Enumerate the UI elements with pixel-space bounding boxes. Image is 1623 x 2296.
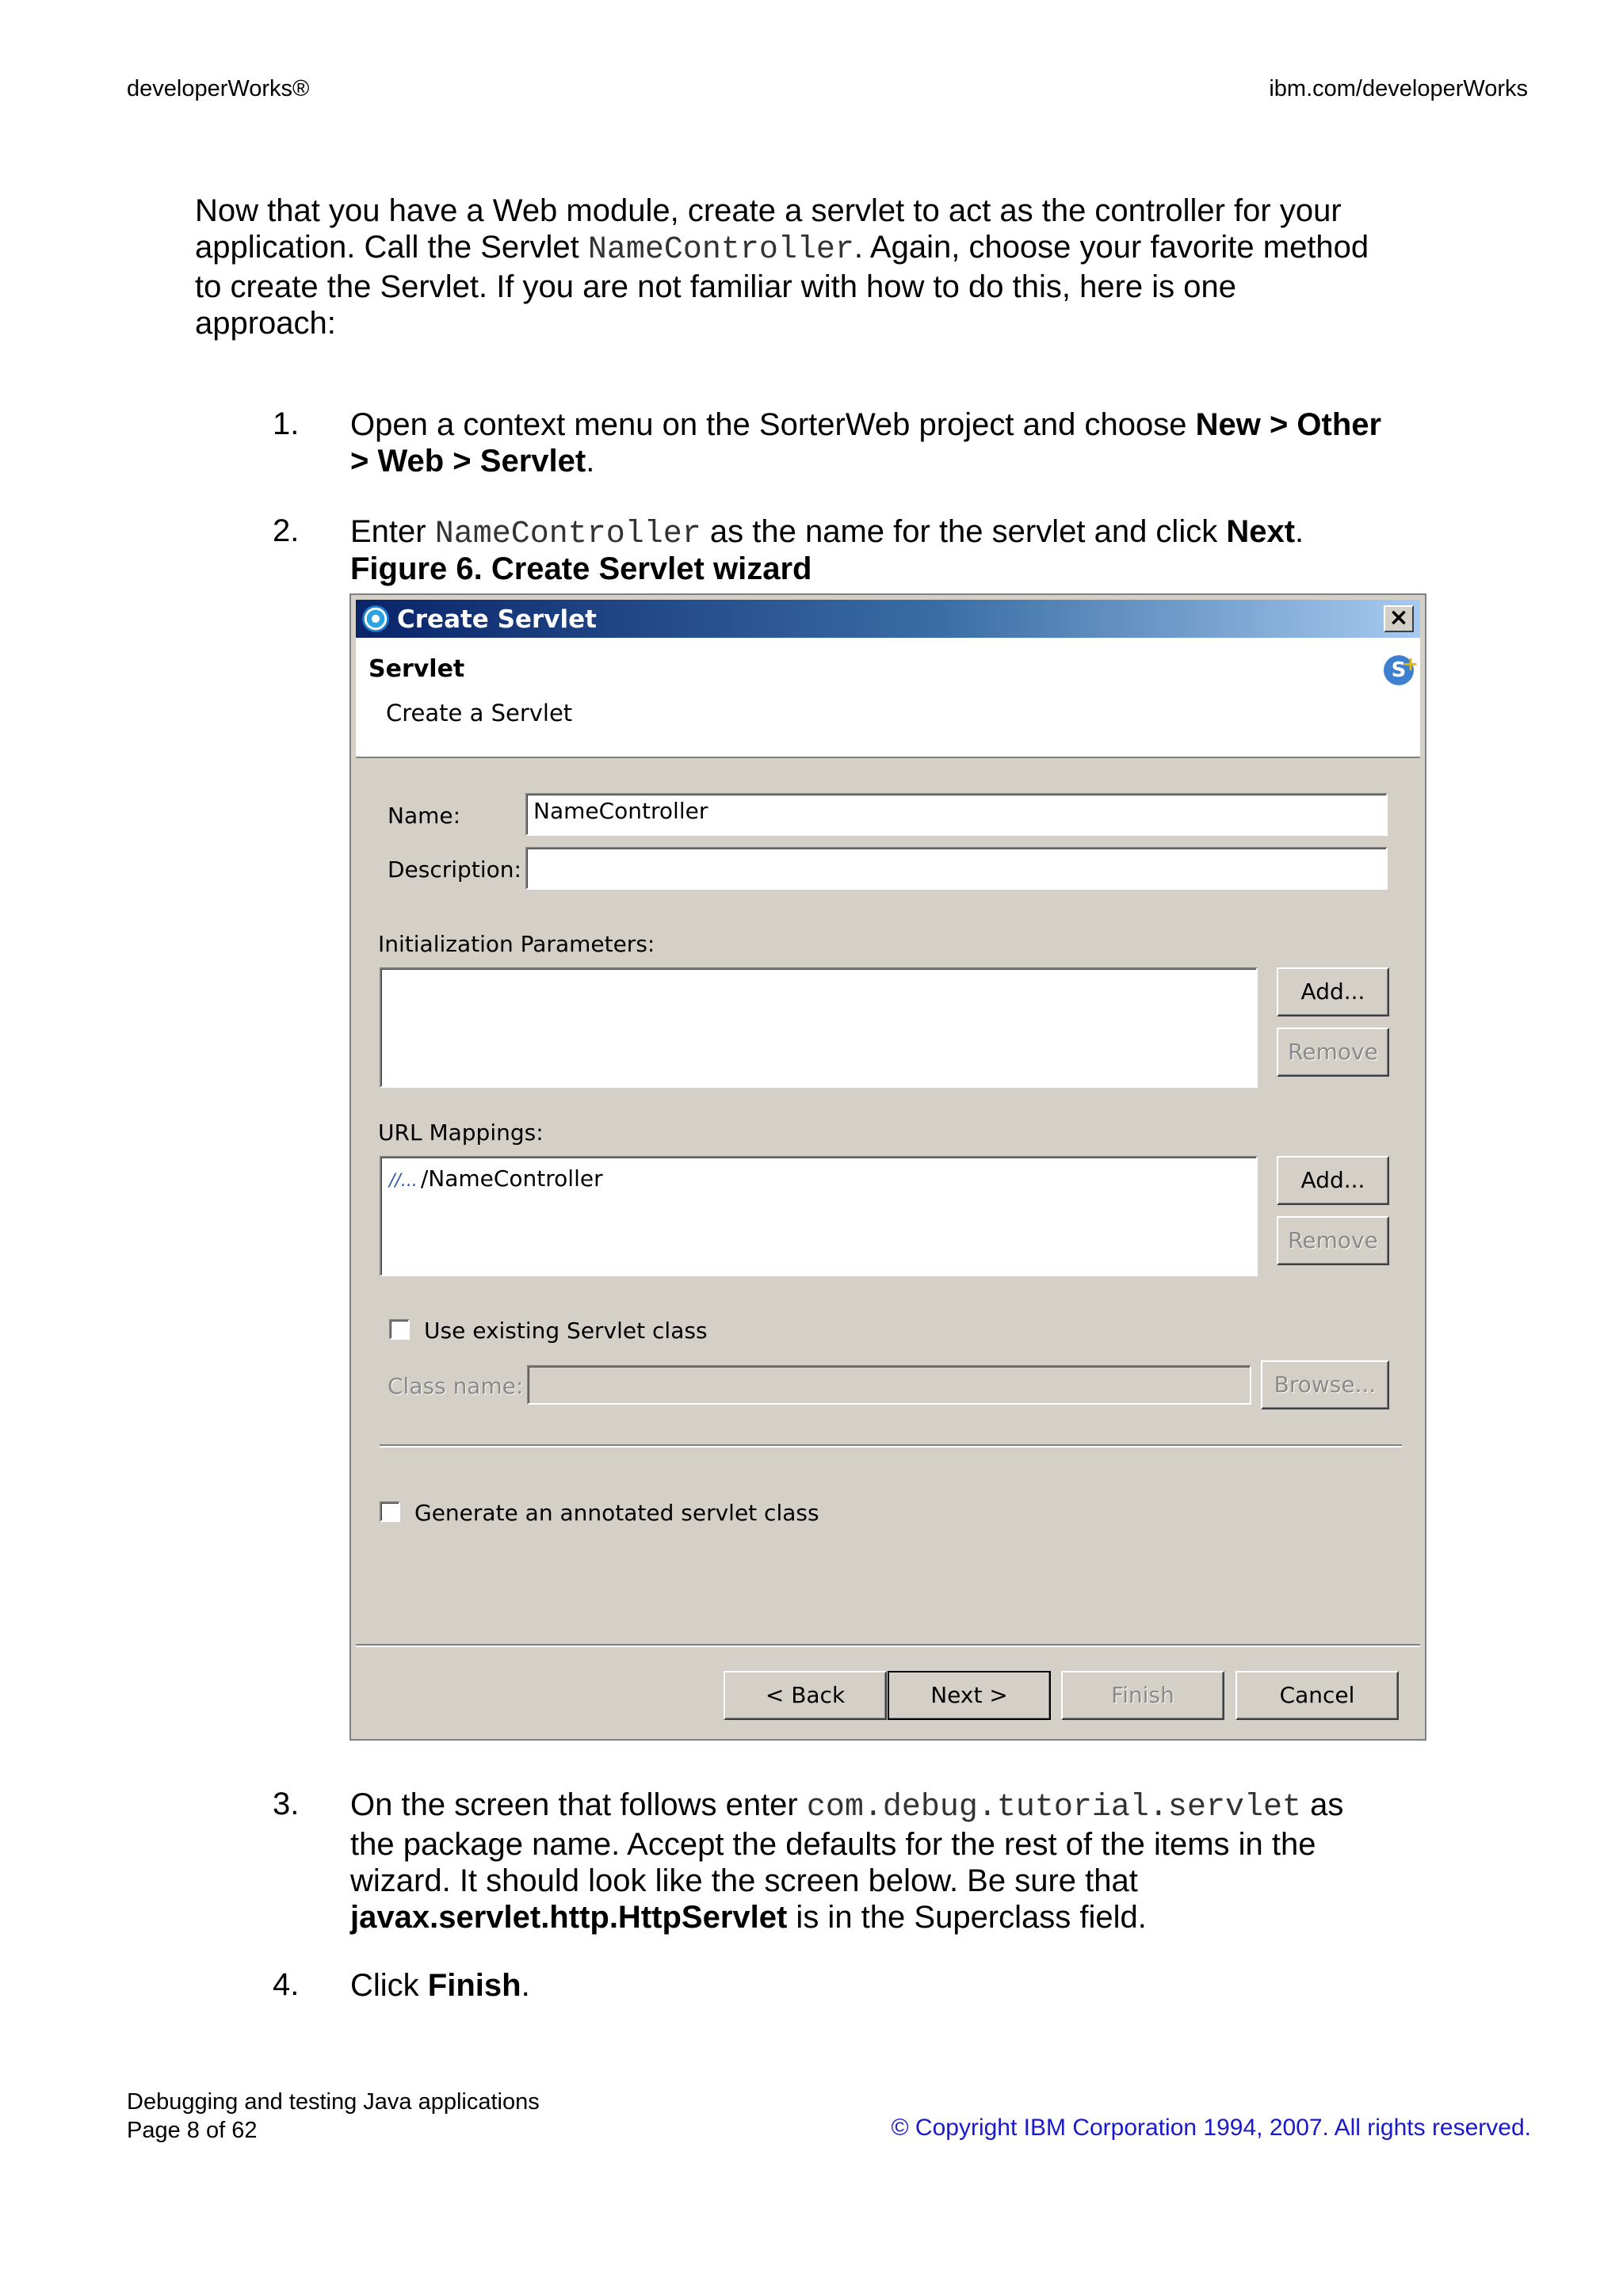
banner-title: Servlet: [369, 655, 465, 683]
step-3-bold: javax.servlet.http.HttpServlet: [350, 1900, 788, 1935]
step-2-code: NameController: [434, 517, 701, 552]
step-4-bold: Finish: [427, 1968, 521, 2003]
url-mapping-icon: //...: [389, 1171, 418, 1191]
wizard-banner: [356, 638, 1420, 758]
step-2-number: 2.: [273, 513, 300, 548]
step-1-pre: Open a context menu on the SorterWeb project and choose: [350, 407, 1196, 442]
init-params-label: Initialization Parameters:: [378, 931, 655, 957]
next-button[interactable]: Next >: [888, 1671, 1051, 1720]
figure-caption: Figure 6. Create Servlet wizard: [350, 551, 812, 586]
separator: [380, 1444, 1402, 1447]
step-3-line-2: the package name. Accept the defaults for the rest of the items in the: [350, 1827, 1316, 1862]
step-4-pre: Click: [350, 1968, 428, 2003]
url-mappings-remove-button[interactable]: Remove: [1277, 1216, 1389, 1265]
header-right: ibm.com/developerWorks: [1269, 76, 1528, 101]
init-params-remove-button[interactable]: Remove: [1277, 1028, 1389, 1077]
step-3-line-4: [350, 1899, 1444, 1936]
servlet-wizard-icon: [1384, 653, 1419, 685]
use-existing-label: Use existing Servlet class: [424, 1318, 708, 1344]
button-bar-separator: [356, 1644, 1420, 1647]
step-1-number: 1.: [273, 406, 300, 441]
name-label: Name:: [388, 803, 461, 829]
intro-code-namecontroller: NameController: [587, 232, 854, 268]
banner-subtitle: Create a Servlet: [386, 700, 573, 727]
intro-line-4: approach:: [195, 306, 336, 341]
step-1-post: .: [586, 444, 595, 479]
step-1-text: [350, 406, 1444, 479]
step-3-post-1: as: [1300, 1787, 1344, 1822]
step-1-bold-1: New > Other: [1195, 407, 1382, 442]
step-3-text: [350, 1787, 1444, 1936]
step-3-number: 3.: [273, 1787, 300, 1821]
step-4-number: 4.: [273, 1967, 300, 2002]
footer-page: Page 8 of 62: [127, 2118, 258, 2143]
browse-button[interactable]: Browse...: [1261, 1360, 1389, 1409]
intro-line-1: Now that you have a Web module, create a servlet to act as the controller for your: [195, 193, 1342, 228]
step-3-line-3: wizard. It should look like the screen below. Be sure that: [350, 1863, 1138, 1898]
intro-line-2: [195, 229, 1463, 269]
footer-left: [127, 2088, 540, 2145]
footer-title: Debugging and testing Java applications: [127, 2089, 540, 2115]
plus-icon: +: [1402, 653, 1419, 675]
step-2-pre: Enter: [350, 514, 435, 549]
generate-annotated-label: Generate an annotated servlet class: [414, 1500, 819, 1526]
header-left: developerWorks®: [127, 76, 310, 101]
intro-line-2-pre: application. Call the Servlet: [195, 230, 588, 265]
step-4-post: .: [521, 1968, 530, 2003]
step-4-text: [350, 1967, 1444, 2004]
class-name-label: Class name:: [388, 1373, 524, 1399]
generate-annotated-checkbox[interactable]: [380, 1501, 400, 1522]
footer-copyright[interactable]: © Copyright IBM Corporation 1994, 2007. All rights reserved.: [891, 2115, 1531, 2141]
create-servlet-dialog: [349, 593, 1426, 1741]
dialog-titlebar[interactable]: [356, 600, 1420, 638]
name-input[interactable]: NameController: [525, 793, 1388, 836]
url-mapping-value: /NameController: [420, 1165, 603, 1192]
step-3-post-2: is in the Superclass field.: [787, 1900, 1147, 1935]
init-params-list[interactable]: [380, 967, 1258, 1088]
class-name-input[interactable]: [527, 1365, 1251, 1405]
use-existing-checkbox[interactable]: [389, 1319, 410, 1340]
step-2-mid: as the name for the servlet and click: [701, 514, 1227, 549]
url-mappings-list[interactable]: [380, 1156, 1258, 1276]
description-label: Description:: [388, 856, 521, 883]
intro-line-2-post: . Again, choose your favorite method: [854, 230, 1369, 265]
init-params-add-button[interactable]: Add...: [1277, 967, 1389, 1016]
servlet-icon-letter: S: [1391, 658, 1407, 682]
cancel-button[interactable]: Cancel: [1235, 1671, 1399, 1720]
intro-paragraph: [195, 193, 1463, 341]
dialog-title: Create Servlet: [397, 605, 597, 634]
back-button[interactable]: < Back: [724, 1671, 887, 1720]
url-mapping-row[interactable]: [389, 1165, 603, 1192]
step-2-text: [350, 513, 1444, 553]
finish-button[interactable]: Finish: [1061, 1671, 1224, 1720]
step-2-post: .: [1295, 514, 1304, 549]
step-1-bold-2: > Web > Servlet: [350, 444, 586, 479]
eclipse-app-icon: [362, 605, 389, 632]
step-3-line-1: [350, 1787, 1444, 1826]
url-mappings-label: URL Mappings:: [378, 1119, 544, 1146]
url-mappings-add-button[interactable]: Add...: [1277, 1156, 1389, 1205]
step-3-pre: On the screen that follows enter: [350, 1787, 807, 1822]
step-2-bold: Next: [1226, 514, 1296, 549]
description-input[interactable]: [525, 847, 1388, 890]
intro-line-3: to create the Servlet. If you are not familiar with how to do this, here is one: [195, 269, 1237, 304]
close-button[interactable]: ×: [1384, 605, 1414, 632]
step-3-code: com.debug.tutorial.servlet: [806, 1790, 1301, 1825]
